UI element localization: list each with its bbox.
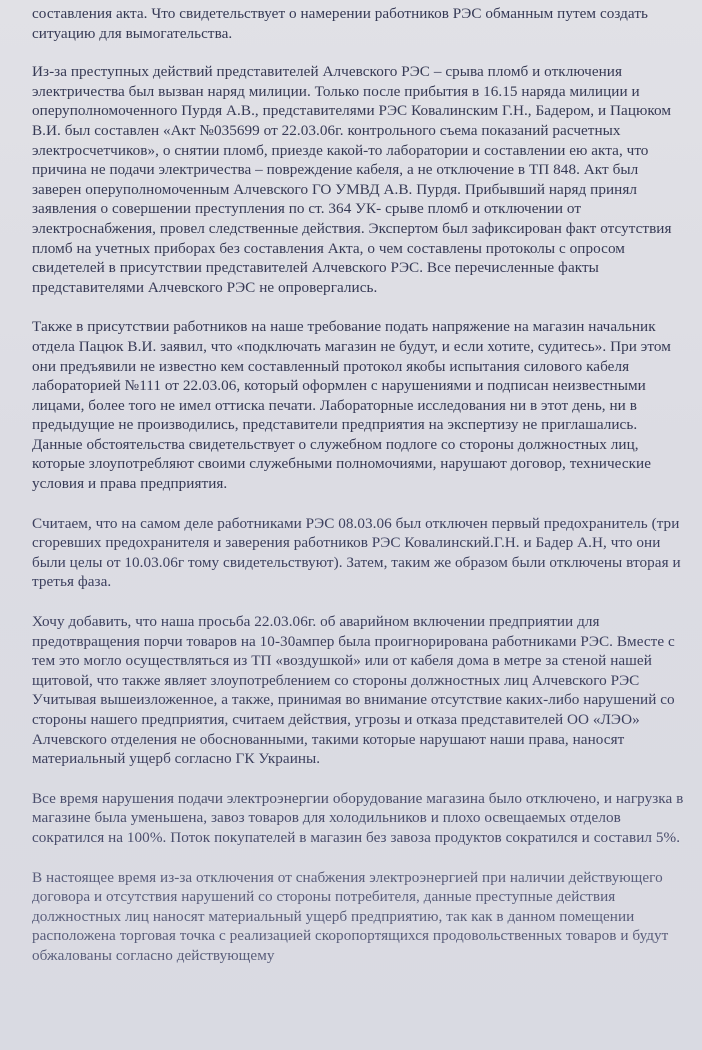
paragraph-current-status: В настоящее время из-за отключения от снабжения электроэнергией при наличии действующего договора и отсутствия нарушений со стороны потребителя, данные преступные действия должностных лиц наносят материальный ущерб предприятию, так как в данном помещении расположена торговая точка с реализацией скоропортящихся продовольственных товаров и будут обжалованы согласно действующему	[32, 868, 669, 964]
paragraph-official-statement: Также в присутствии работников на наше требование подать напряжение на магазин начальник отдела Пацюк В.И. заявил, что «подключать магазин не будут, и если хотите, судитесь». При этом они предъявили не известно кем составленный протокол якобы испытания силового кабеля лабораторией №111 от 22.03.06, который оформлен с нарушениями и подписан неизвестными лицами, более того не имел оттиска печати. Лабораторные исследования ни в этот день, ни в предыдущие не производились, представители предприятия на экспертизу не приглашались. Данные обстоятельства свидетельствует о служебном подлоге со стороны должностных лиц, которые злоупотребляют своими служебными полномочиями, нарушают договор, технические условия и права предприятия.	[32, 318, 671, 493]
paragraph-fuse-disconnection: Считаем, что на самом деле работниками РЭС 08.03.06 был отключен первый предохранитель (три сгоревших предохранителя и заверения работников РЭС Ковалинский.Г.Н. и Бадер А.Н, что они были целы от 10.03.06г тому свидетельствуют). Затем, таким же образом были отключены вторая и третья фаза.	[32, 514, 681, 591]
paragraph-store-impact: Все время нарушения подачи электроэнергии оборудование магазина было отключено, и нагрузка в магазине была уменьшена, завоз товаров для холодильников и плохо освещаемых отделов сократился на 100%. Поток покупателей в магазин без завоза продуктов сократился и составил 5%.	[32, 789, 684, 846]
paragraph-emergency-request: Хочу добавить, что наша просьба 22.03.06г. об аварийном включении предприятии для предотвращения порчи товаров на 10-30ампер была проигнорирована работниками РЭС. Вместе с тем это могло осуществляться из ТП «воздушкой» или от кабеля дома в метре за стеной нашей щитовой, что также являет злоупотреблением со стороны должностных лиц Алчевского РЭС Учитывая вышеизложенное, а также, принимая во внимание отсутствие каких-либо нарушений со стороны нашего предприятия, считаем действия, угрозы и отказа представителей ОО «ЛЭО» Алчевского отделения не обоснованными, такими которые нарушают наши права, наносят материальный ущерб согласно ГК Украины.	[32, 613, 675, 768]
paragraph-intro-continued: составления акта. Что свидетельствует о намерении работников РЭС обманным путем создать ситуацию для вымогательства.	[32, 5, 648, 42]
paragraph-criminal-actions: Из-за преступных действий представителей Алчевского РЭС – срыва пломб и отключения электричества был вызван наряд милиции. Только после прибытия в 16.15 наряда милиции и оперуполномоченного Пурдя А.В., представителями РЭС Ковалинским Г.Н., Бадером, и Пацюком В.И. был составлен «Акт №035699 от 22.03.06г. контрольного съема показаний расчетных электросчетчиков», о снятии пломб, приезде какой-то лаборатории и составлении ею акта, что причина не подачи электричества – повреждение кабеля, а не отключение в ТП 848. Акт был заверен оперуполномоченным Алчевского ГО УМВД А.В. Пурдя. Прибывший наряд принял заявления о совершении преступления по ст. 364 УК- срыве пломб и отключении от электроснабжения, провел следственные действия. Экспертом был зафиксирован факт отсутствия пломб на учетных приборах без составления Акта, о чем составлены протоколы с опросом свидетелей в присутствии представителей Алчевского РЭС. Все перечисленные факты представителями Алчевского РЭС не опровергались.	[32, 63, 672, 296]
